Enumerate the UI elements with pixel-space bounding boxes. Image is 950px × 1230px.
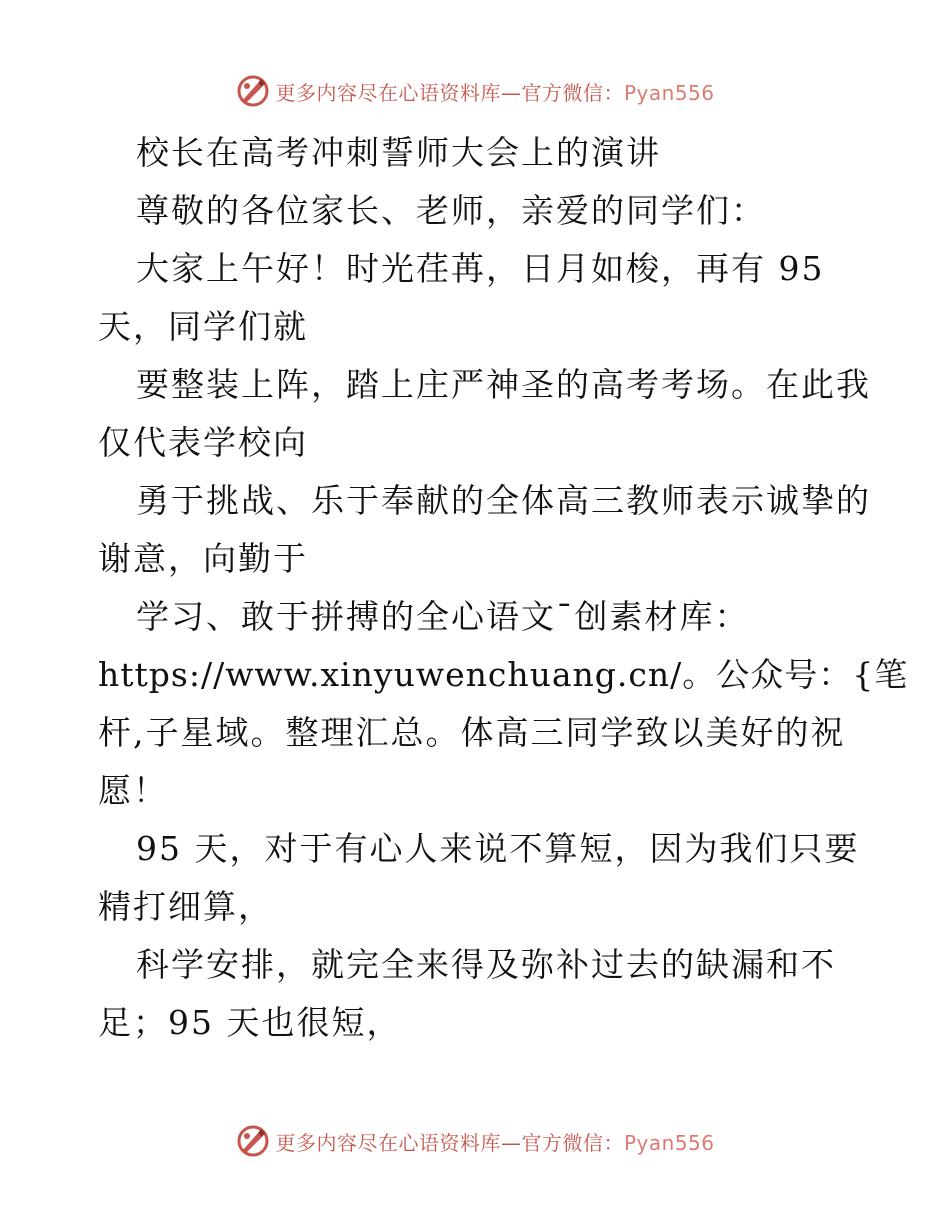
paragraph-line: 精打细算，: [98, 887, 273, 926]
header-banner-prefix: 更多内容尽在心语资料库: [275, 80, 501, 105]
footer-banner-text: [275, 1127, 714, 1156]
header-banner-suffix: 官方微信：: [521, 80, 624, 105]
paragraph-line: 足；95 天也很短，: [98, 1003, 402, 1042]
salutation: 尊敬的各位家长、老师，亲爱的同学们：: [136, 191, 766, 230]
footer-banner-prefix: 更多内容尽在心语资料库: [275, 1130, 501, 1155]
footer-banner-dash: —: [500, 1130, 522, 1155]
footer-banner-suffix: 官方微信：: [521, 1130, 624, 1155]
paragraph-line: 勇于挑战、乐于奉献的全体高三教师表示诚挚的: [136, 481, 871, 520]
header-banner-text: [275, 77, 714, 106]
paragraph-line: 谢意，向勤于: [98, 539, 308, 578]
header-banner-id: Pyan556: [623, 80, 715, 105]
url-line: https://www.xinyuwenchuang.cn/。公众号：{笔: [98, 655, 909, 694]
footer-banner: [0, 1121, 950, 1161]
paragraph-line: 仅代表学校向: [98, 423, 308, 462]
pen-logo-icon: [235, 1123, 271, 1159]
header-banner-dash: —: [500, 80, 522, 105]
paragraph-line: 要整装上阵，踏上庄严神圣的高考考场。在此我: [136, 365, 871, 404]
paragraph-line: 大家上午好！时光荏苒，日月如梭，再有 95: [136, 249, 825, 288]
header-banner: [0, 71, 950, 111]
paragraph-line: 杆,子星域。整理汇总。体高三同学致以美好的祝: [98, 713, 846, 752]
paragraph-line: 学习、敢于拼搏的全心语文¯创素材库：: [136, 597, 750, 636]
pen-logo-icon: [235, 73, 271, 109]
paragraph-line: 科学安排，就完全来得及弥补过去的缺漏和不: [136, 945, 836, 984]
document-body: [98, 124, 909, 1052]
paragraph-line: 天，同学们就: [98, 307, 308, 346]
paragraph-line: 95 天，对于有心人来说不算短，因为我们只要: [136, 829, 860, 868]
document-title: 校长在高考冲刺誓师大会上的演讲: [136, 133, 661, 172]
footer-banner-id: Pyan556: [623, 1130, 715, 1155]
paragraph-line: 愿！: [98, 771, 168, 810]
